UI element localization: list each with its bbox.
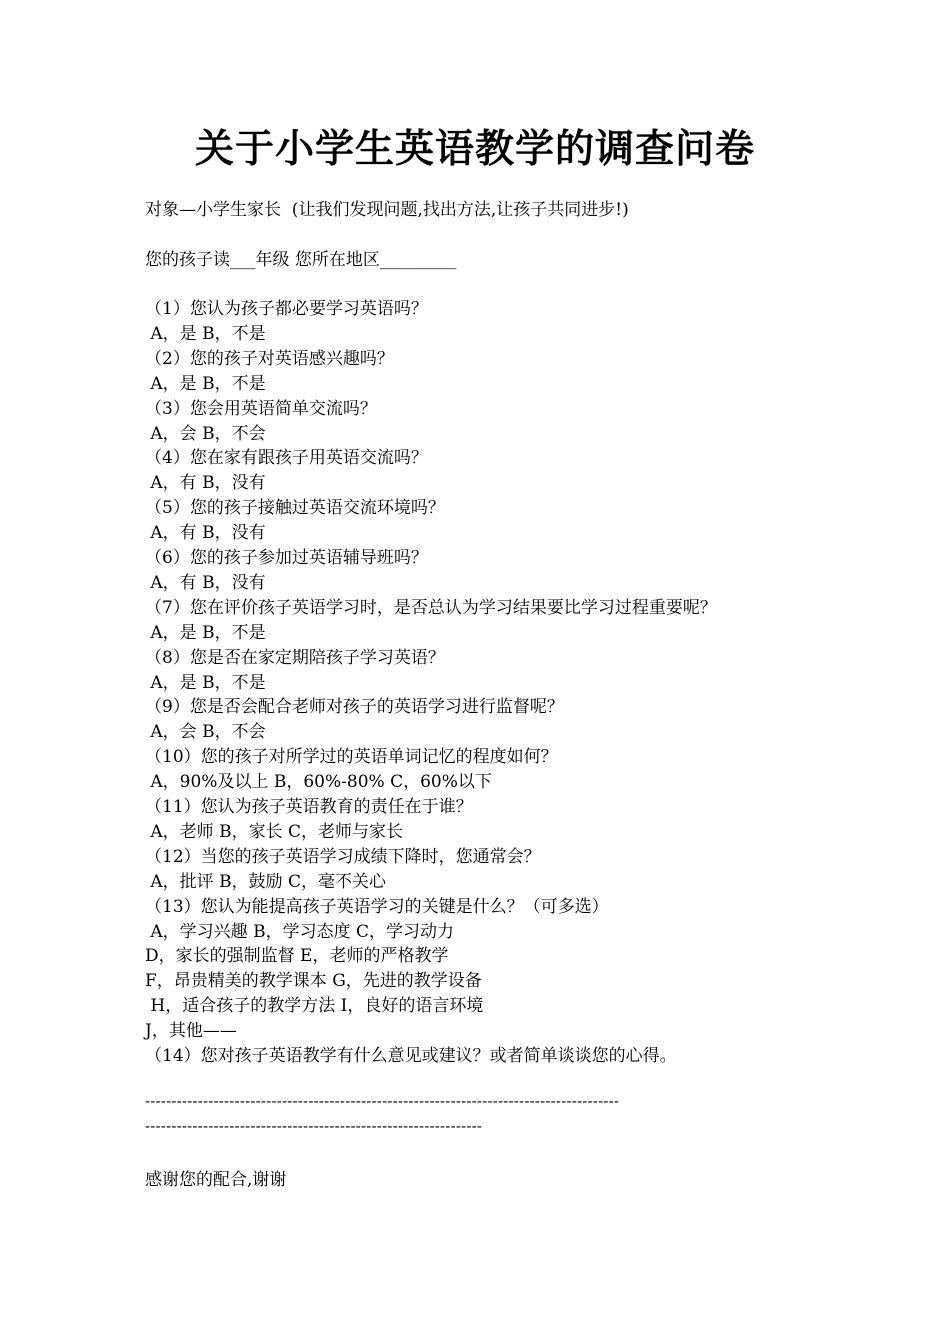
question-text: （5）您的孩子接触过英语交流环境吗？ bbox=[145, 498, 445, 519]
answer-options: A，有 B，没有 bbox=[145, 473, 266, 494]
answer-options: A，是 B，不是 bbox=[145, 373, 266, 394]
question-text: （1）您认为孩子都必要学习英语吗？ bbox=[145, 299, 428, 319]
question-text: （13）您认为能提高孩子英语学习的关键是什么？（可多选） bbox=[145, 896, 609, 917]
question-text: （4）您在家有跟孩子用英语交流吗？ bbox=[145, 448, 428, 469]
answer-options: A，批评 B，鼓励 C，毫不关心 bbox=[145, 871, 386, 892]
answer-options: D，家长的强制监督 E，老师的严格教学 bbox=[145, 946, 449, 967]
answer-options: A，学习兴趣 B，学习态度 C，学习动力 bbox=[145, 921, 454, 942]
answer-options: F，昂贵精美的教学课本 G，先进的教学设备 bbox=[145, 971, 482, 992]
answer-options: A，90%及以上 B，60%-80% C，60%以下 bbox=[145, 772, 492, 793]
question-text: （12）当您的孩子英语学习成绩下降时，您通常会？ bbox=[145, 846, 541, 867]
answer-options: A，是 B，不是 bbox=[145, 323, 266, 344]
answer-options: A，会 B，不会 bbox=[145, 722, 266, 743]
question-text: （9）您是否会配合老师对孩子的英语学习进行监督呢？ bbox=[145, 697, 564, 718]
question-text: （10）您的孩子对所学过的英语单词记忆的程度如何？ bbox=[145, 747, 558, 768]
question-text: （6）您的孩子参加过英语辅导班吗？ bbox=[145, 548, 428, 568]
info-line: 您的孩子读___年级 您所在地区_________ bbox=[145, 250, 457, 270]
answer-options: A，有 B，没有 bbox=[145, 523, 266, 544]
answer-options: A，是 B，不是 bbox=[145, 672, 266, 693]
audience-line: 对象—小学生家长 (让我们发现问题,找出方法,让孩子共同进步!) bbox=[145, 200, 629, 220]
question-text: （11）您认为孩子英语教育的责任在于谁？ bbox=[145, 797, 473, 817]
question-text: （14）您对孩子英语教学有什么意见或建议？或者简单谈谈您的心得。 bbox=[145, 1046, 677, 1066]
question-text: （2）您的孩子对英语感兴趣吗？ bbox=[145, 348, 394, 369]
answer-options: A，会 B，不会 bbox=[145, 423, 266, 444]
question-text: （3）您会用英语简单交流吗？ bbox=[145, 398, 377, 419]
question-text: （8）您是否在家定期陪孩子学习英语？ bbox=[145, 647, 445, 668]
answer-options: A，有 B，没有 bbox=[145, 572, 266, 593]
answer-options: A，是 B，不是 bbox=[145, 622, 266, 643]
answer-options: A，老师 B，家长 C，老师与家长 bbox=[145, 821, 403, 842]
question-text: （7）您在评价孩子英语学习时，是否总认为学习结果要比学习过程重要呢？ bbox=[145, 597, 717, 618]
thanks-line: 感谢您的配合,谢谢 bbox=[145, 1170, 287, 1190]
answer-line: ------------------------------------------------------------------------------------------ bbox=[145, 1092, 620, 1110]
answer-line: ---------------------------------------------------------------- bbox=[145, 1117, 483, 1135]
answer-options: H，适合孩子的教学方法 I，良好的语言环境 bbox=[145, 996, 484, 1017]
answer-options: J，其他—— bbox=[145, 1021, 237, 1042]
page-title: 关于小学生英语教学的调查问卷 bbox=[194, 126, 755, 172]
